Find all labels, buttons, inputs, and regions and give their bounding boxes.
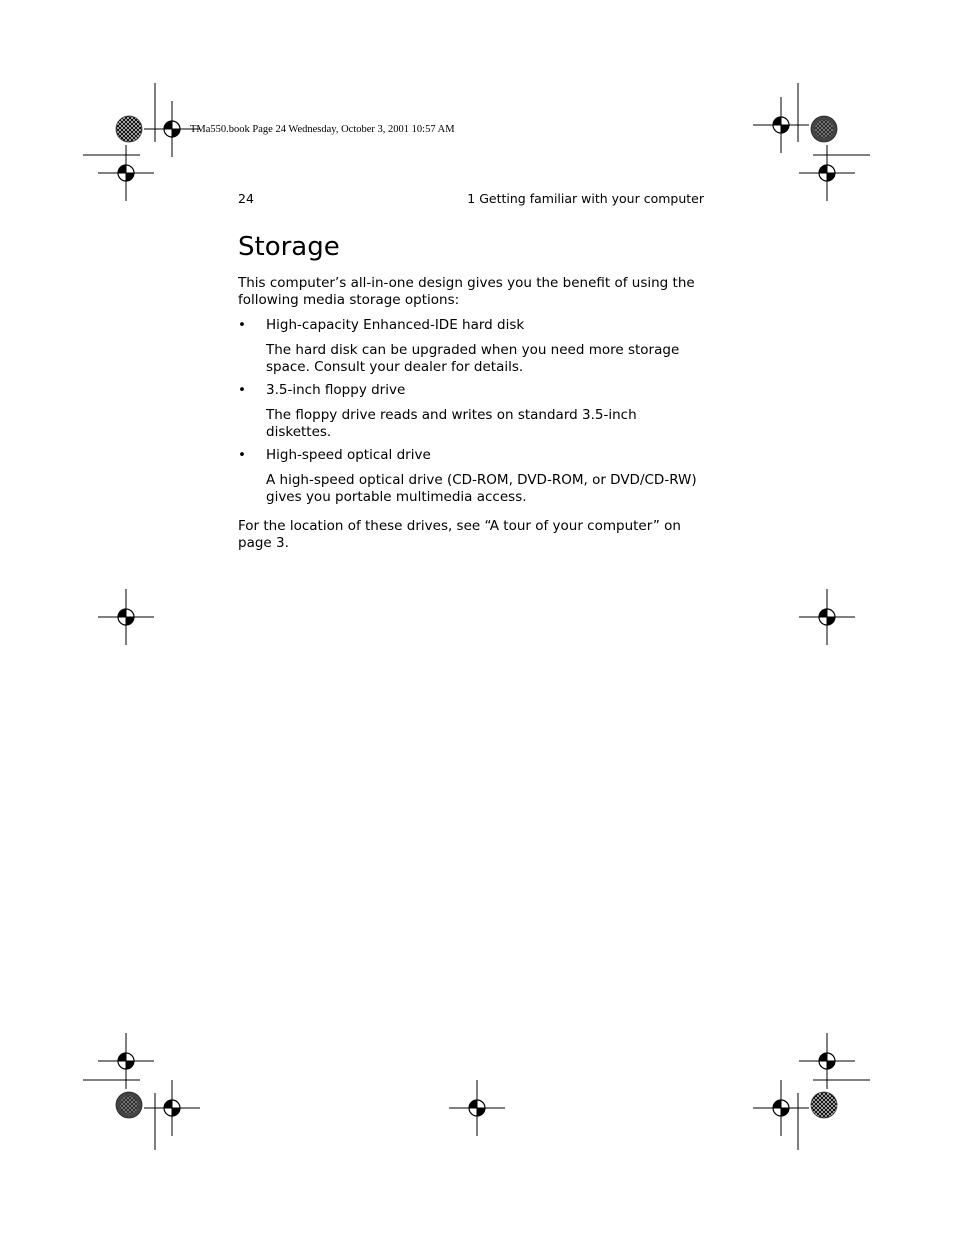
page-content xyxy=(238,230,704,552)
running-header xyxy=(238,191,704,206)
page-number: 24 xyxy=(238,191,254,206)
list-item xyxy=(238,382,704,441)
list-item-description: The floppy drive reads and writes on standard 3.5-inch diskettes. xyxy=(266,407,637,440)
list-item-label: 3.5-inch floppy drive xyxy=(266,382,406,398)
bullet-icon: • xyxy=(238,317,246,333)
bullet-icon: • xyxy=(238,382,246,398)
list-item xyxy=(238,447,704,506)
list-item-label: High-capacity Enhanced-IDE hard disk xyxy=(266,317,525,333)
list-item-description: A high-speed optical drive (CD-ROM, DVD-ROM, or DVD/CD-RW) gives you portable multimedia access. xyxy=(266,472,697,505)
closing-paragraph: For the location of these drives, see “A tour of your computer” on page 3. xyxy=(238,518,681,551)
list-item xyxy=(238,317,704,376)
bullet-icon: • xyxy=(238,447,246,463)
storage-options-list xyxy=(238,317,704,506)
section-title: Storage xyxy=(238,232,340,262)
chapter-title: 1 Getting familiar with your computer xyxy=(467,191,704,206)
print-slug: TMa550.book Page 24 Wednesday, October 3, 2001 10:57 AM xyxy=(190,124,455,135)
list-item-description: The hard disk can be upgraded when you need more storage space. Consult your dealer for details. xyxy=(266,342,680,375)
intro-paragraph: This computer’s all-in-one design gives you the benefit of using the following media storage options: xyxy=(238,275,695,308)
list-item-label: High-speed optical drive xyxy=(266,447,431,463)
